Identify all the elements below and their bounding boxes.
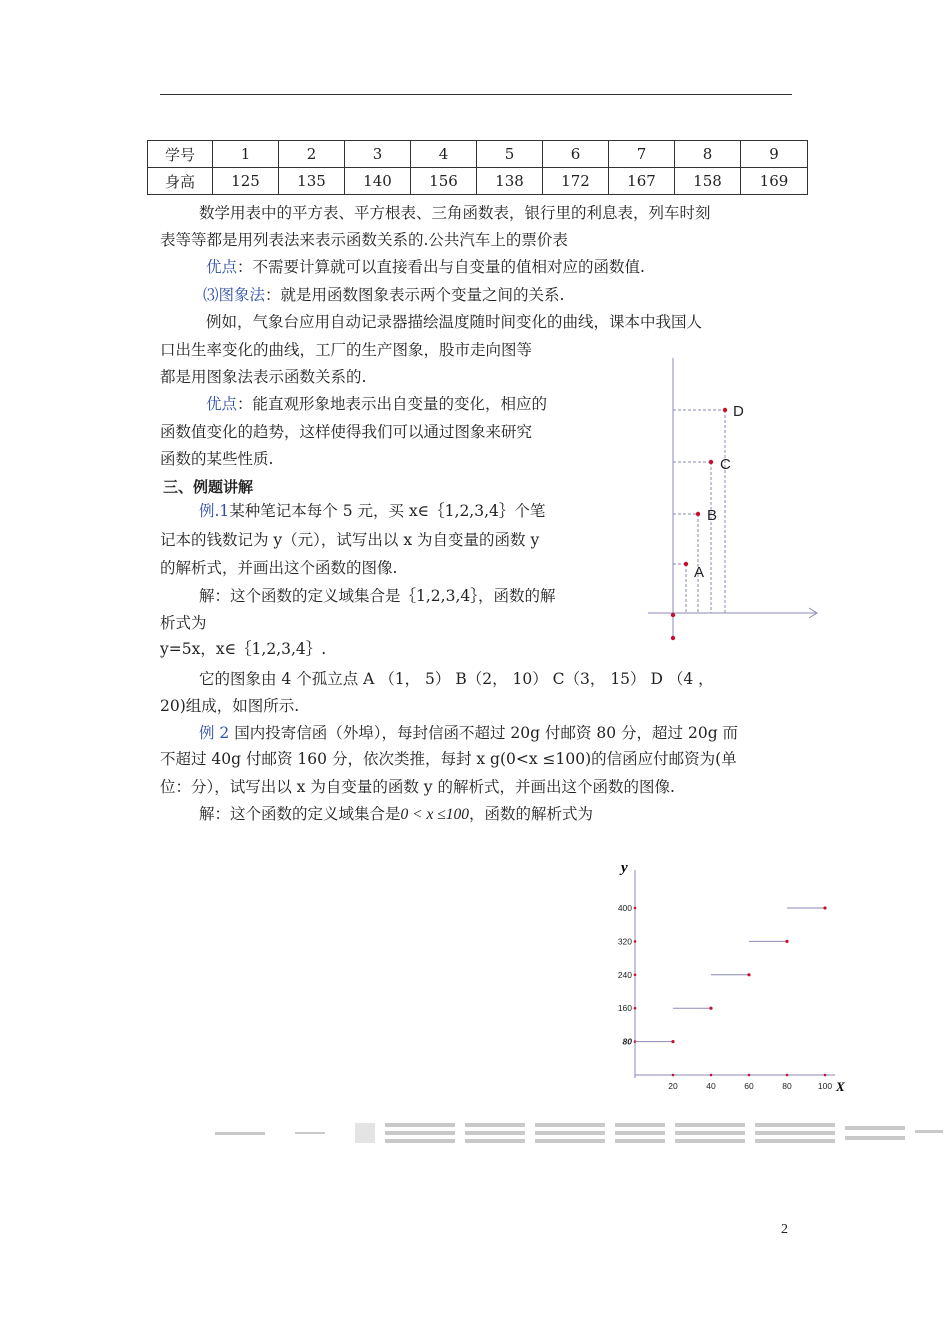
example-text: 国内投寄信函（外埠），每封信函不超过 20g 付邮资 80 分，超过 20g 而 [229, 724, 739, 742]
table-cell: 4 [411, 141, 477, 168]
y-tick-label: 400 [617, 903, 632, 913]
origin-point [671, 636, 675, 640]
example-line [199, 720, 738, 747]
advantage-text: ：不需要计算就可以直接看出与自变量的值相对应的函数值. [237, 258, 645, 276]
x-tick-label: 100 [817, 1081, 833, 1091]
step-endpoint [747, 973, 750, 976]
y-tick-label: 320 [617, 936, 632, 947]
table-cell: 172 [543, 168, 609, 195]
point-label: A [694, 564, 705, 581]
guide-lines [673, 410, 725, 613]
faded-text-band [215, 1118, 945, 1148]
table-cell: 7 [609, 141, 675, 168]
paragraph-line: 数学用表中的平方表、平方根表、三角函数表，银行里的利息表，列车时刻 [199, 204, 711, 222]
step-endpoint [785, 940, 788, 943]
x-tick-dot [786, 1074, 789, 1077]
table-cell: 156 [411, 168, 477, 195]
domain-formula: 0 < x ≤100 [400, 806, 469, 823]
y-tick-label: 80 [622, 1036, 632, 1047]
advantage-text: ：能直观形象地表示出自变量的变化，相应的 [237, 395, 548, 413]
table-cell: 158 [675, 168, 741, 195]
example-label: 例 2 [199, 724, 230, 742]
table-cell: 6 [543, 141, 609, 168]
x-tick-dot [748, 1074, 751, 1077]
point-label: D [733, 403, 744, 420]
x-tick-dot [672, 1074, 675, 1077]
point-label: B [707, 507, 718, 524]
y-tick-label: 240 [617, 969, 632, 980]
paragraph-line: 解：这个函数的定义域集合是｛1,2,3,4｝，函数的解 [199, 587, 556, 605]
y-tick-dot [634, 1007, 637, 1010]
advantage-label: 优点 [206, 395, 238, 413]
postage-step-chart [610, 850, 845, 1100]
x-tick-label: 20 [668, 1081, 678, 1091]
height-table [147, 140, 808, 195]
paragraph-line: 函数值变化的趋势，这样使得我们可以通过图象来研究 [160, 423, 533, 441]
y-tick-dot [634, 974, 637, 977]
paragraph-line: 析式为 [160, 614, 207, 632]
table-row [148, 141, 808, 168]
table-cell: 125 [213, 168, 279, 195]
header-rule [160, 94, 792, 95]
advantage-line [206, 254, 645, 281]
advantage-line [206, 391, 547, 418]
paragraph-line: 例如，气象台应用自动记录器描绘温度随时间变化的曲线，课本中我国人 [206, 313, 703, 331]
paragraph-line: 函数的某些性质. [160, 450, 274, 468]
page-number: 2 [781, 1222, 788, 1237]
y-axis-label: y [621, 860, 628, 876]
table-row [148, 168, 808, 195]
example-text: 某种笔记本每个 5 元，买 x∈｛1,2,3,4｝个笔 [229, 502, 546, 520]
paragraph-line [199, 801, 593, 828]
point-b [696, 512, 700, 516]
example-line [199, 498, 545, 525]
table-cell: 学号 [148, 141, 213, 168]
step-endpoint [709, 1007, 712, 1010]
paragraph-line: 20)组成，如图所示. [160, 697, 300, 715]
x-tick-dot [824, 1074, 827, 1077]
x-axis-label: x [836, 1079, 845, 1094]
table-cell: 8 [675, 141, 741, 168]
table-cell: 身高 [148, 168, 213, 195]
x-tick-dot [710, 1074, 713, 1077]
point-d [723, 408, 727, 412]
origin-point [671, 613, 675, 617]
paragraph-line: 都是用图象法表示函数关系的. [160, 368, 367, 386]
formula-line: y=5x，x∈｛1,2,3,4｝. [160, 640, 327, 658]
section-heading: 三、例题讲解 [163, 478, 254, 496]
paragraph-line: 口出生率变化的曲线，工厂的生产图象，股市走向图等 [160, 341, 533, 359]
paragraph-line: 它的图象由 4 个孤立点 A （1， 5） B（2， 10） C（3， 15） D （4 ， [199, 670, 714, 688]
table-cell: 135 [279, 168, 345, 195]
example-label: 例.1 [199, 502, 230, 520]
y-tick-dot [634, 940, 637, 943]
paragraph-line: 的解析式，并画出这个函数的图像. [160, 559, 398, 577]
solution-text: ，函数的解析式为 [469, 805, 594, 823]
x-tick-label: 40 [706, 1081, 716, 1091]
table-cell: 9 [741, 141, 808, 168]
table-cell: 138 [477, 168, 543, 195]
paragraph-line: 位：分），试写出以 x 为自变量的函数 y 的解析式，并画出这个函数的图像. [160, 778, 675, 796]
table-cell: 3 [345, 141, 411, 168]
method-label: ⑶图象法 [203, 286, 266, 304]
point-c [709, 460, 713, 464]
step-endpoint [671, 1040, 674, 1043]
y-tick-dot [634, 907, 637, 910]
method-text: ：就是用函数图象表示两个变量之间的关系. [265, 286, 565, 304]
table-cell: 140 [345, 168, 411, 195]
points-figure [640, 350, 825, 645]
x-tick-label: 80 [782, 1081, 792, 1091]
table-cell: 1 [213, 141, 279, 168]
table-cell: 169 [741, 168, 808, 195]
point-a [684, 562, 688, 566]
paragraph-line: 记本的钱数记为 y（元），试写出以 x 为自变量的函数 y [160, 531, 540, 549]
y-tick-label: 160 [617, 1003, 632, 1014]
step-endpoint [823, 906, 826, 909]
paragraph-line: 表等等都是用列表法来表示函数关系的.公共汽车上的票价表 [160, 231, 568, 249]
table-cell: 2 [279, 141, 345, 168]
solution-text: 解：这个函数的定义域集合是 [199, 805, 401, 823]
advantage-label: 优点 [206, 258, 238, 276]
point-label: C [720, 456, 731, 473]
x-tick-label: 60 [744, 1081, 754, 1091]
table-cell: 5 [477, 141, 543, 168]
method-line [203, 282, 564, 309]
table-cell: 167 [609, 168, 675, 195]
paragraph-line: 不超过 40g 付邮资 160 分，依次类推，每封 x g(0<x ≤100)的信函应付邮资为(单 [160, 750, 737, 768]
